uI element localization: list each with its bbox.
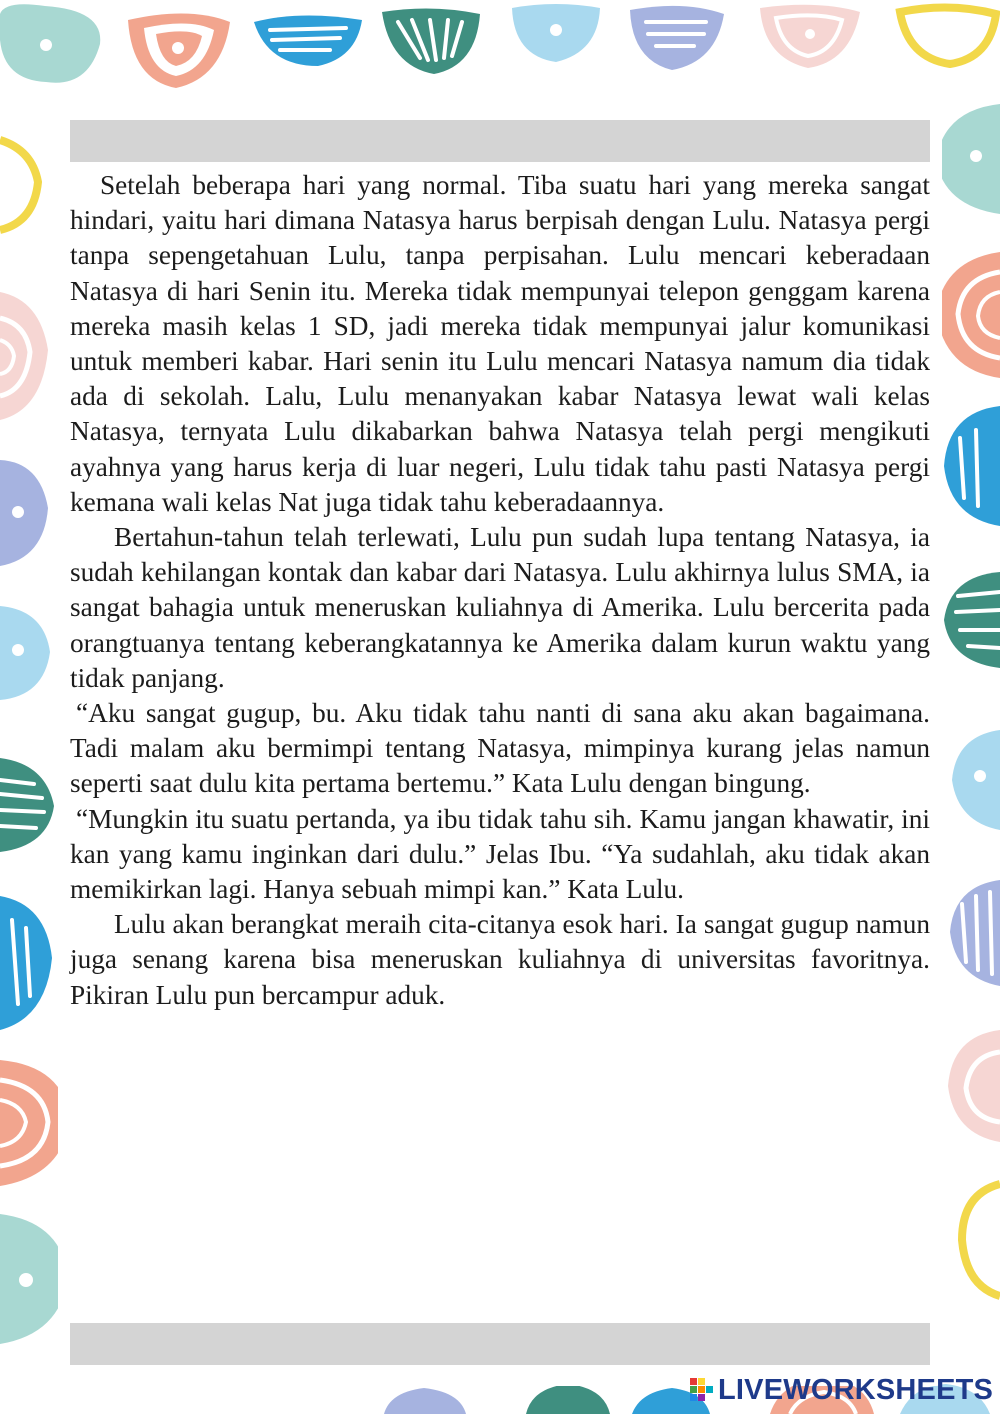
story-paragraph: Bertahun-tahun telah terlewati, Lulu pun sudah lupa tentang Natasya, ia sudah kehilangan kontak dan kabar dari Natasya. Lulu akhirnya lulus SMA, ia sangat bahagia untuk meneruskan kuliahnya di Amerika. Lulu bercerita pada orangtuanya tentang keberangkatannya ke Amerika dalam kurun waktu yang tidak panjang. (70, 522, 930, 693)
story-paragraph: Lulu akan berangkat meraih cita-citanya esok hari. Ia sangat gugup namun juga senang karena bisa meneruskan kuliahnya di universitas favoritnya. Pikiran Lulu pun bercampur aduk. (70, 909, 930, 1010)
footer-bar (70, 1323, 930, 1365)
liveworksheets-logo[interactable] (690, 1372, 993, 1408)
story-paragraph: “Mungkin itu suatu pertanda, ya ibu tidak tahu sih. Kamu jangan khawatir, ini kan yang kamu inginkan dari dulu.” Jelas Ibu. “Ya sudahlah, aku tidak akan memikirkan lagi. Hanya sebuah mimpi kan.” Kata Lulu. (70, 803, 930, 905)
header-bar (70, 120, 930, 162)
brand-name: LIVEWORKSHEETS (718, 1373, 994, 1406)
top-stone-row (0, 4, 996, 88)
story-paragraph: Setelah beberapa hari yang normal. Tiba suatu hari yang mereka sangat hindari, yaitu hari dimana Natasya harus berpisah dengan Lulu. Natasya pergi tanpa sepengetahuan Lulu, tanpa perpisahan. Lulu mencari keberadaan Natasya di hari Senin itu. Mereka tidak mempunyai telepon genggam karena mereka masih kelas 1 SD, jadi mereka tidak mempunyai jalur komunikasi untuk memberi kabar. Hari senin itu Lulu mencari Natasya namum dia tidak ada di sekolah. Lalu, Lulu menanyakan kabar Natasya lewat wali kelas Natasya, ternyata Lulu dikabarkan bahwa Natasya telah pergi mengikuti ayahnya yang harus kerja di luar negeri, Lulu tidak tahu pasti Natasya pergi kemana wali kelas Nat juga tidak tahu keberadaannya. (70, 170, 930, 517)
right-stone-column (936, 104, 1000, 1296)
story-paragraph: “Aku sangat gugup, bu. Aku tidak tahu nanti di sana aku akan bagaimana. Tadi malam aku bermimpi tentang Natasya, mimpinya kurang jelas namun seperti saat dulu kita pertama bertemu.” Kata Lulu dengan bingung. (70, 698, 930, 799)
story-text (70, 168, 930, 1013)
liveworksheets-mark-icon (690, 1376, 716, 1404)
